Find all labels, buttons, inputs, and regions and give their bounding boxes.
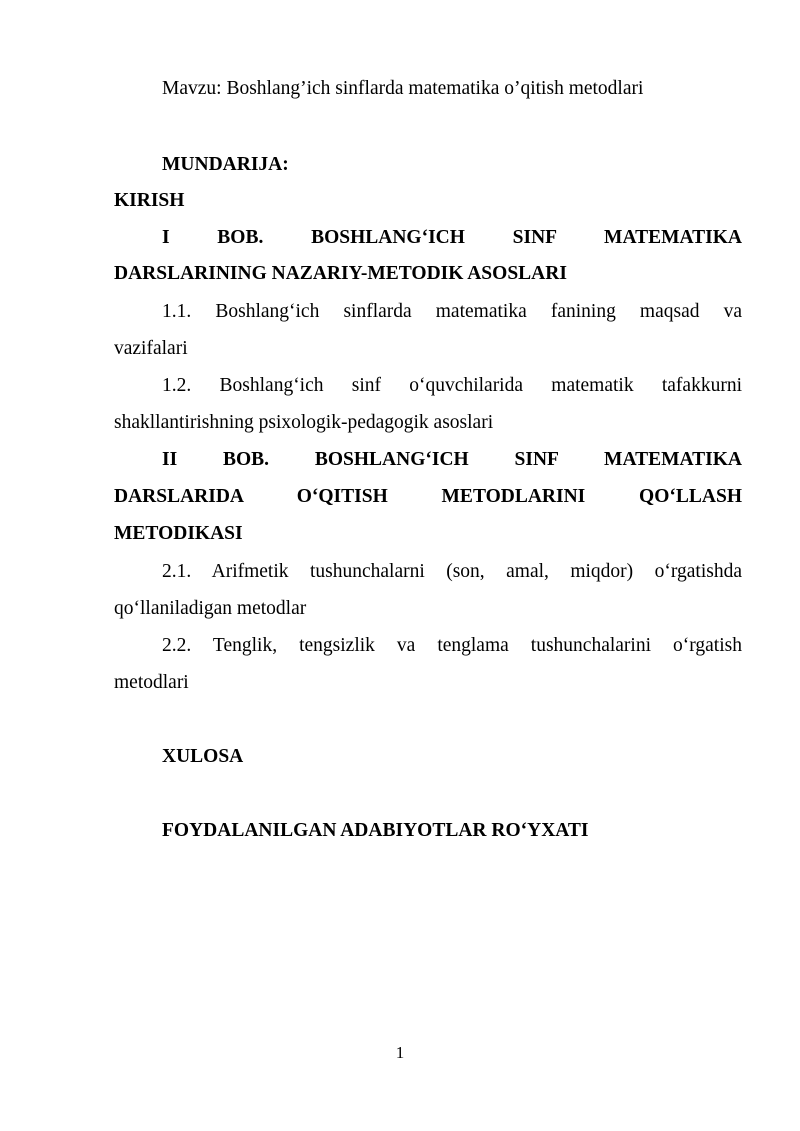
toc-section-1-1-line-1: 1.1. Boshlang‘ich sinflarda matematika fanining maqsad va [162,301,742,322]
page-number: 1 [395,1043,405,1062]
toc-entry-intro: KIRISH [114,190,185,211]
toc-chapter-1-line-1: I BOB. BOSHLANG‘ICH SINF MATEMATIKA [162,227,742,248]
toc-section-2-2-line-2: metodlari [114,672,189,693]
toc-section-1-2-line-2: shakllantirishning psixologik-pedagogik asoslari [114,412,494,433]
toc-section-2-1-line-2: qo‘llaniladigan metodlar [114,598,307,619]
toc-chapter-1-line-2: DARSLARINING NAZARIY-METODIK ASOSLARI [114,263,567,284]
toc-heading: MUNDARIJA: [162,154,289,175]
toc-chapter-2-line-3: METODIKASI [114,523,243,544]
document-topic: Mavzu: Boshlang’ich sinflarda matematika o’qitish metodlari [162,78,644,99]
toc-section-2-2-line-1: 2.2. Tenglik, tengsizlik va tenglama tushunchalarini o‘rgatish [162,635,742,656]
toc-chapter-2-line-1: II BOB. BOSHLANG‘ICH SINF MATEMATIKA [162,449,742,470]
toc-section-1-1-line-2: vazifalari [114,338,188,359]
toc-section-2-1-line-1: 2.1. Arifmetik tushunchalarni (son, amal, miqdor) o‘rgatishda [162,561,742,582]
toc-entry-conclusion: XULOSA [162,746,244,767]
toc-chapter-2-line-2: DARSLARIDA O‘QITISH METODLARINI QO‘LLASH [114,486,742,507]
toc-entry-references: FOYDALANILGAN ADABIYOTLAR RO‘YXATI [162,820,589,841]
toc-section-1-2-line-1: 1.2. Boshlang‘ich sinf o‘quvchilarida matematik tafakkurni [162,375,742,396]
